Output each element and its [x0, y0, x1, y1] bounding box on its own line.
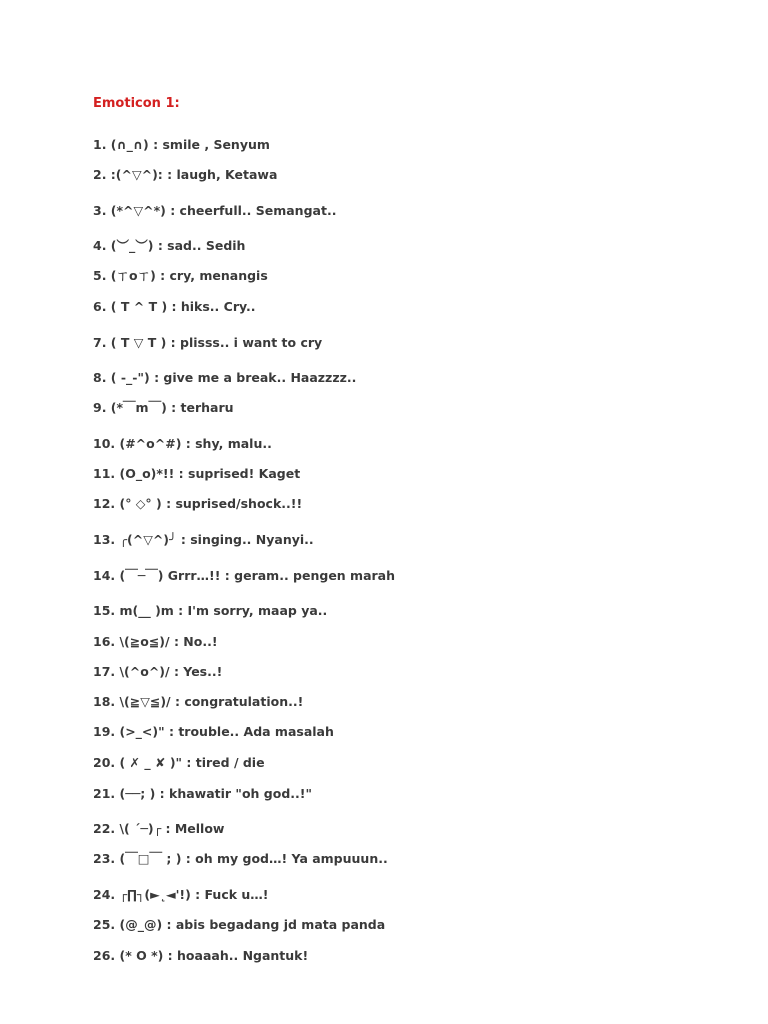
list-item: 12. (° ◇° ) : suprised/shock..!!	[93, 496, 303, 511]
list-item: 15. m(__ )m : I'm sorry, maap ya..	[93, 603, 328, 618]
list-item: 9. (*￣m￣) : terharu	[93, 400, 234, 415]
list-item: 24. ┌∏┐(►˛◄'!) : Fuck u…!	[93, 887, 269, 902]
list-item: 5. (ㄒoㄒ) : cry, menangis	[93, 268, 268, 283]
list-item: 22. \( ´─)┌ : Mellow	[93, 821, 225, 836]
list-item: 6. ( T ^ T ) : hiks.. Cry..	[93, 299, 256, 314]
list-item: 11. (O_o)*!! : suprised! Kaget	[93, 466, 301, 481]
list-item: 4. (︶_︶) : sad.. Sedih	[93, 238, 246, 253]
list-item: 17. \(^o^)/ : Yes..!	[93, 664, 223, 679]
list-item: 7. ( T ▽ T ) : plisss.. i want to cry	[93, 335, 323, 350]
page-heading: Emoticon 1:	[93, 96, 180, 111]
list-item: 20. ( ✗ _ ✘ )" : tired / die	[93, 755, 265, 770]
list-item: 19. (>_<)" : trouble.. Ada masalah	[93, 724, 334, 739]
list-item: 2. :(^▽^): : laugh, Ketawa	[93, 167, 278, 182]
list-item: 8. ( -_-") : give me a break.. Haazzzz..	[93, 370, 357, 385]
list-item: 26. (* O *) : hoaaah.. Ngantuk!	[93, 948, 309, 963]
list-item: 3. (*^▽^*) : cheerfull.. Semangat..	[93, 203, 337, 218]
list-item: 16. \(≧o≦)/ : No..!	[93, 634, 218, 649]
list-item: 25. (@_@) : abis begadang jd mata panda	[93, 917, 386, 932]
list-item: 1. (∩_∩) : smile , Senyum	[93, 137, 270, 152]
list-item: 10. (#^o^#) : shy, malu..	[93, 436, 272, 451]
list-item: 23. (￣□￣ ; ) : oh my god…! Ya ampuuun..	[93, 851, 388, 866]
list-item: 18. \(≧▽≦)/ : congratulation..!	[93, 694, 304, 709]
list-item: 13. ╭(^▽^)╯ : singing.. Nyanyi..	[93, 532, 314, 547]
list-item: 21. (──; ) : khawatir "oh god..!"	[93, 786, 312, 801]
list-item: 14. (￣─￣) Grrr…!! : geram.. pengen marah	[93, 568, 396, 583]
